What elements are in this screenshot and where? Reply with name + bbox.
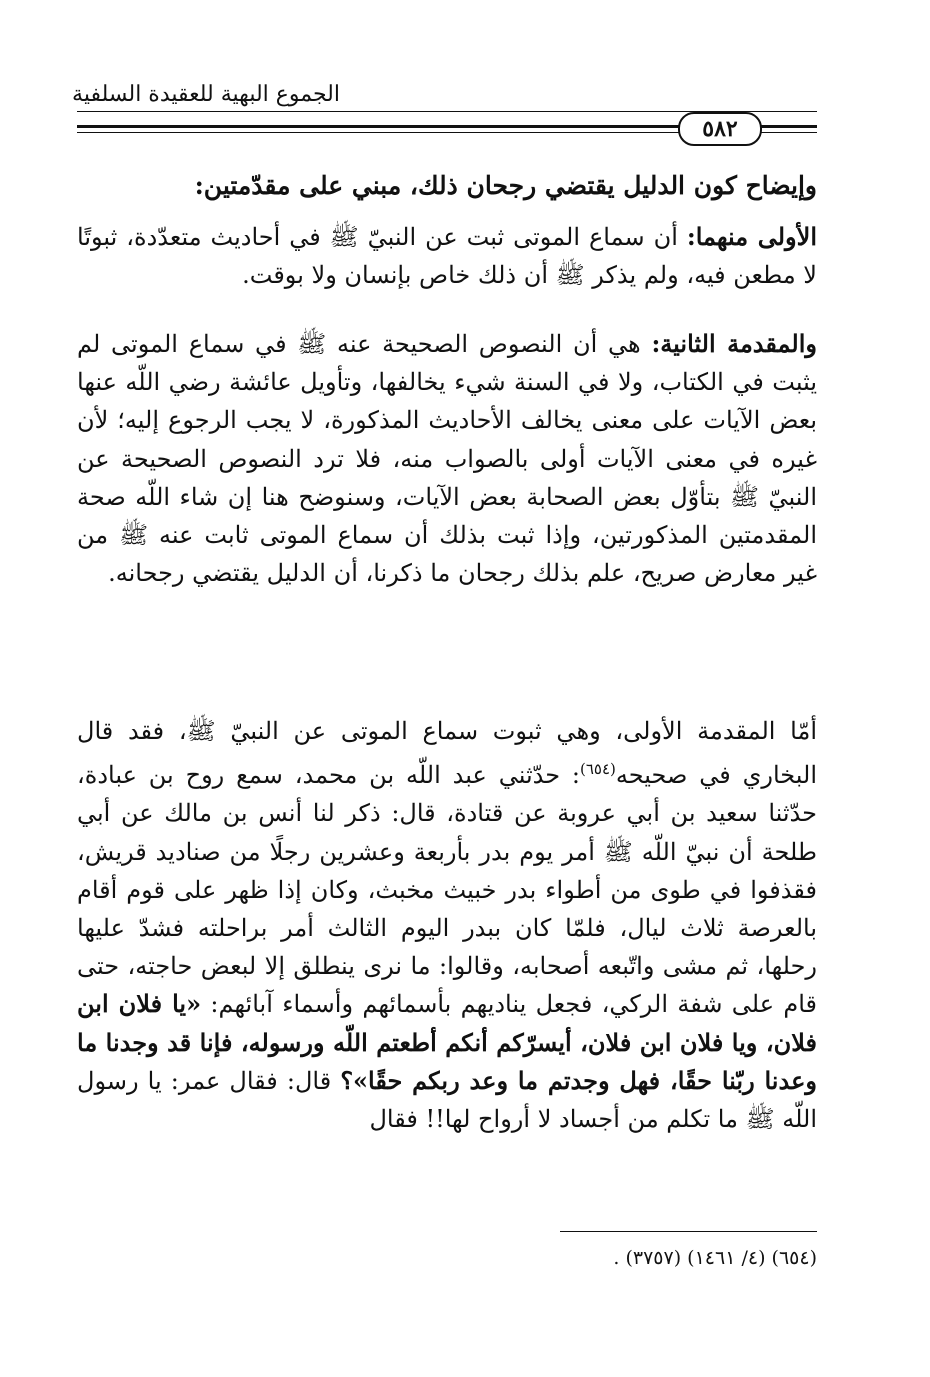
paragraph-lead: الأولى منهما: — [686, 222, 818, 251]
paragraph-first-premise — [77, 218, 817, 294]
footnote: (٦٥٤) (٤/ ١٤٦١) (٣٧٥٧) . — [613, 1247, 817, 1269]
narration-text: أمّا المقدمة الأولى، وهي ثبوت سماع الموتى عن النبيّ ﷺ، فقد قال البخاري في صحيحه — [77, 717, 817, 790]
footnote-separator — [560, 1231, 817, 1232]
paragraph-text: هي أن النصوص الصحيحة عنه ﷺ في سماع الموتى لم يثبت في الكتاب، ولا في السنة شيء يخالفها، وتأويل عائشة رضي اللّه عنها بعض الآيات على معنى يخالف الأحاديث المذكورة، لا يجب الرجوع إليه؛ لأن غيره في معنى الآيات أولى بالصواب منه، فلا ترد النصوص الصحيحة عن النبيّ ﷺ بتأوّل بعض الصحابة بعض الآيات، وسنوضح هنا إن شاء اللّه صحة المقدمتين المذكورتين، وإذا ثبت بذلك أن سماع الموتى ثابت عنه ﷺ من غير معارض صريح، علم بذلك رجحان ما ذكرنا، أن الدليل يقتضي رجحانه. — [77, 330, 818, 588]
paragraph-lead: والمقدمة الثانية: — [651, 329, 817, 358]
running-title: الجموع البهية للعقيدة السلفية — [72, 82, 340, 107]
narration-text: قال: فقال عمر: يا رسول اللّه ﷺ ما تكلم من أجساد لا أرواح لها!! فقال — [77, 1066, 817, 1134]
section-heading: وإيضاح كون الدليل يقتضي رجحان ذلك، مبني على مقدّمتين: — [194, 171, 817, 200]
narration-text: : حدّثني عبد اللّه بن محمد، سمع روح بن عبادة، حدّثنا سعيد بن أبي عروبة عن قتادة، قال: ذكر لنا أنس بن مالك عن أبي طلحة أن نبيّ اللّه ﷺ أمر يوم بدر بأربعة وعشرين رجلًا من صناديد قريش، فقذفوا في طوى من أطواء بدر خبيث مخبث، وكان إذا ظهر على قوم أقام بالعرصة ثلاث ليال، فلمّا كان ببدر اليوم الثالث أمر براحلته فشدّ عليها رحلها، ثم مشى واتّبعه أصحابه، وقالوا: ما نرى ينطلق إلا لبعض حاجته، حتى قام على شفة الركي، فجعل يناديهم بأسمائهم وأسماء آبائهم: — [77, 761, 818, 1019]
paragraph-text: أن سماع الموتى ثبت عن النبيّ ﷺ في أحاديث متعدّدة، ثبوتًا لا مطعن فيه، ولم يذكر ﷺ أن ذلك خاص بإنسان ولا بوقت. — [77, 223, 817, 290]
hadith-quote: «يا فلان ابن فلان، ويا فلان ابن فلان، أيسرّكم أنكم أطعتم اللّه ورسوله، فإنا قد وجدنا ما وعدنا ربّنا حقًا، فهل وجدتم ما وعد ربكم حقًا»؟ — [77, 989, 817, 1095]
paragraph-narration — [77, 712, 817, 1138]
page-number: ٥٨٢ — [678, 112, 762, 146]
paragraph-second-premise — [77, 325, 817, 592]
footnote-reference: (٦٥٤) — [580, 760, 616, 779]
